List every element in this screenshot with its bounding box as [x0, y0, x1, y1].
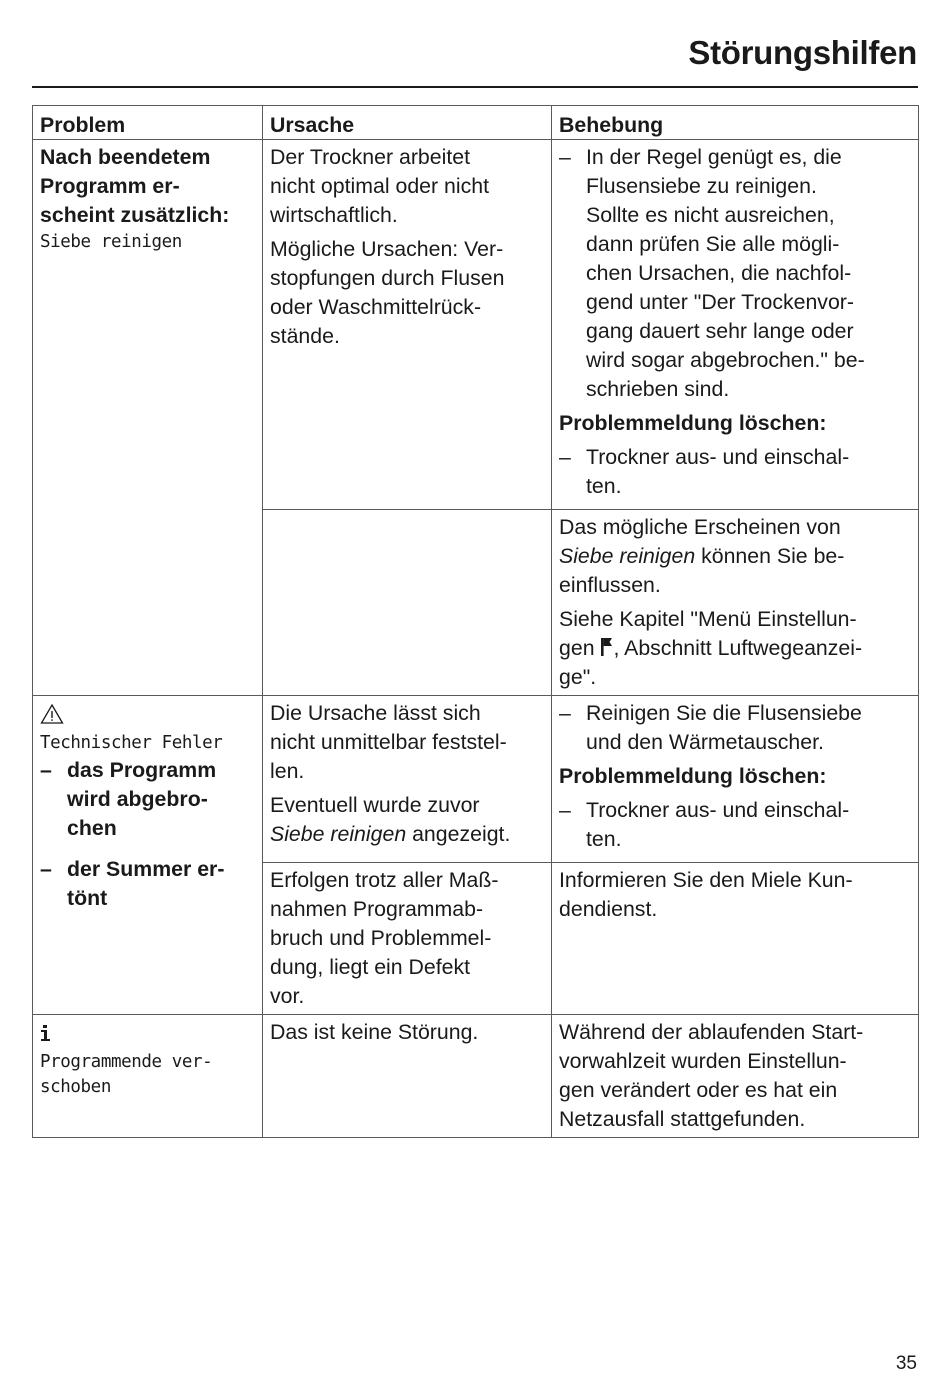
page-number: 35 [895, 1353, 917, 1374]
title-divider [32, 86, 918, 88]
symptom-item: – das Programm wird abgebro- chen [40, 756, 256, 843]
remedy-cell [552, 696, 919, 863]
column-header-remedy: Behebung [552, 106, 919, 140]
column-header-cause: Ursache [263, 106, 552, 140]
cause-text: Erfolgen trotz aller Maß- nahmen Programmab- bruch und Problemmel- dung, liegt ein Defekt vor. [270, 868, 499, 1008]
possible-causes-text: Mögliche Ursachen: Ver- stopfungen durch Flusen oder Waschmittelrück- stände. [270, 237, 505, 348]
problem-cell-technischer-fehler [33, 696, 263, 1015]
problem-cell-siebe-reinigen [33, 140, 263, 696]
cause-text: Das ist keine Störung. [270, 1020, 479, 1044]
table-row [33, 140, 919, 510]
remedy-step: – Trockner aus- und einschal- ten. [559, 796, 912, 854]
info-icon [40, 1018, 256, 1050]
clear-message-heading: Problemmeldung löschen: [559, 411, 827, 435]
display-message: Technischer Fehler [40, 733, 223, 753]
settings-flag-icon [600, 636, 613, 660]
remedy-step: – Trockner aus- und einschal- ten. [559, 443, 912, 501]
cause-cell-empty [263, 510, 552, 696]
remedy-step: – In der Regel genügt es, die Flusensiebe zu reinigen. Sollte es nicht ausreichen, dann prüfen Sie alle mögli- chen Ursachen, die nachfol- gend unter "Der Trockenvor- gang dauert sehr lange oder wird sogar abgebrochen." be- schrieben sind. [559, 143, 912, 404]
cause-text: Die Ursache lässt sich nicht unmittelbar feststel- len. [270, 701, 507, 783]
table-header-row [33, 106, 919, 140]
cause-cell [263, 140, 552, 510]
cause-cell [263, 863, 552, 1015]
symptom-item: – der Summer er- tönt [40, 855, 256, 913]
remedy-cell [552, 1015, 919, 1138]
problem-cell-programmende-verschoben [33, 1015, 263, 1138]
display-message: Programmende ver- schoben [40, 1052, 213, 1097]
remedy-step: – Reinigen Sie die Flusensiebe und den Wärmetauscher. [559, 699, 912, 757]
cause-cell [263, 696, 552, 863]
table-row [33, 696, 919, 863]
page-title: Störungshilfen [688, 34, 917, 71]
remedy-cell [552, 863, 919, 1015]
remedy-text: Das mögliche Erscheinen von Siebe reinigen können Sie be- einflussen. [559, 515, 845, 597]
clear-message-heading: Problemmeldung löschen: [559, 764, 827, 788]
warning-triangle-icon [40, 699, 256, 731]
cause-text: Eventuell wurde zuvor Siebe reinigen angezeigt. [270, 793, 511, 846]
remedy-text: Während der ablaufenden Start- vorwahlzeit wurden Einstellun- gen verändert oder es hat ein Netzausfall stattgefunden. [559, 1020, 864, 1131]
settings-reference-text: Siehe Kapitel "Menü Einstellun- gen , Abschnitt Luftwegeanzei- ge". [559, 607, 863, 689]
cause-cell [263, 1015, 552, 1138]
column-header-problem: Problem [33, 106, 263, 140]
remedy-text: Informieren Sie den Miele Kun- dendienst. [559, 868, 853, 921]
remedy-cell [552, 140, 919, 510]
troubleshooting-table [32, 105, 919, 1138]
problem-description: Nach beendetem Programm er- scheint zusätzlich: [40, 145, 230, 227]
display-message: Siebe reinigen [40, 232, 182, 252]
cause-text: Der Trockner arbeitet nicht optimal oder nicht wirtschaftlich. [270, 145, 490, 227]
table-row [33, 1015, 919, 1138]
remedy-cell [552, 510, 919, 696]
